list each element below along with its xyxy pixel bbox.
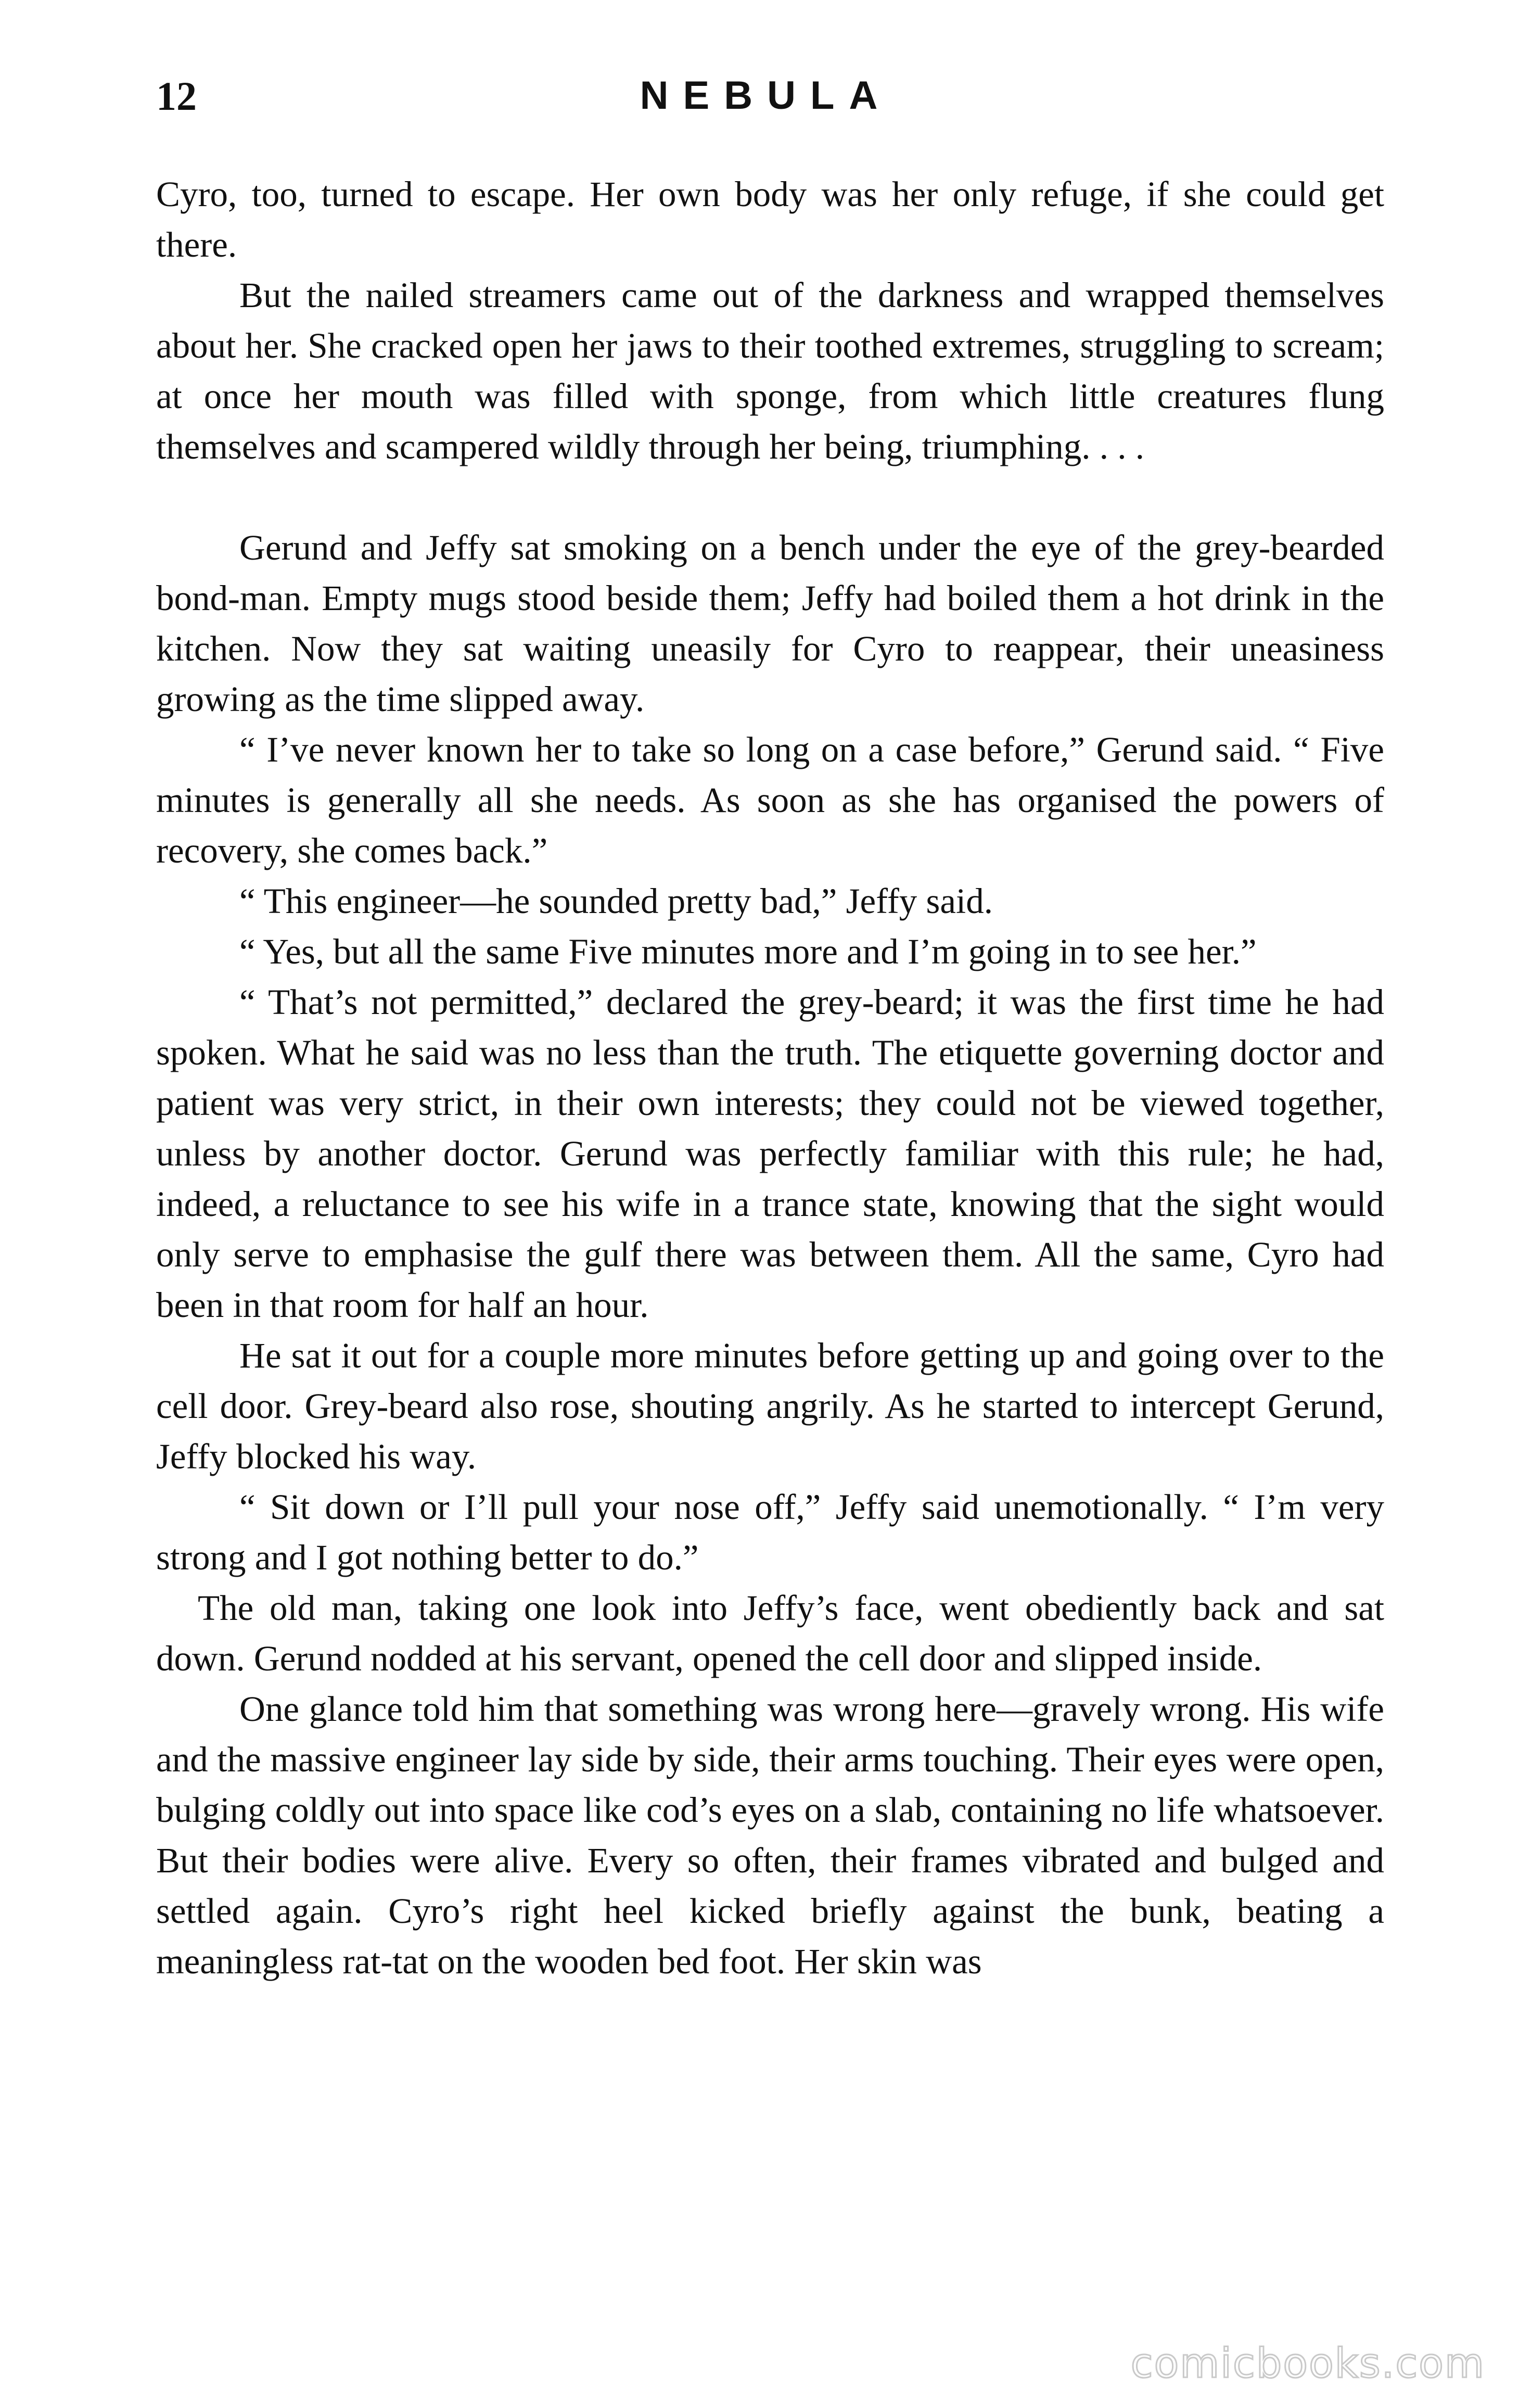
paragraph: He sat it out for a couple more minutes before getting up and going over to the cell door. Grey-beard also rose, shouting angrily. As he started to intercept Gerund, Jeffy blocked his way. — [156, 1336, 1384, 1476]
running-head: NEBULA — [640, 73, 892, 118]
paragraph: The old man, taking one look into Jeffy’s face, went obediently back and sat down. Gerund nodded at his servant, opened the cell door and slipped inside. — [156, 1588, 1384, 1678]
paragraph: “ Sit down or I’ll pull your nose off,” Jeffy said unemotionally. “ I’m very strong and I got nothing better to do.” — [156, 1487, 1384, 1577]
page-number: 12 — [156, 73, 197, 119]
paragraph: “ This engineer—he sounded pretty bad,” Jeffy said. — [239, 881, 993, 921]
paragraph: One glance told him that something was wrong here—gravely wrong. His wife and the massive engineer lay side by side, their arms touching. Their eyes were open, bulging coldly out into space like cod’s eyes on a slab, containing no life whatsoever. But their bodies were alive. Every so often, their frames vibrated and bulged and settled again. Cyro’s right heel kicked briefly against the bunk, beating a meaningless rat-tat on the wooden bed foot. Her skin was — [156, 1689, 1384, 1981]
paragraph: “ I’ve never known her to take so long on a case before,” Gerund said. “ Five minutes is generally all she needs. As soon as she has organised the powers of recovery, she comes back.” — [156, 730, 1384, 870]
watermark: comicbooks.com — [1130, 2340, 1485, 2387]
paragraph: Cyro, too, turned to escape. Her own body was her only refuge, if she could get there. — [156, 174, 1384, 264]
paragraph: “ That’s not permitted,” declared the grey-beard; it was the first time he had spoken. What he said was no less than the truth. The etiquette governing doctor and patient was very strict, in their own interests; they could not be viewed together, unless by another doctor. Gerund was perfectly familiar with this rule; he had, indeed, a reluctance to see his wife in a trance state, knowing that the sight would only serve to emphasise the gulf there was between them. All the same, Cyro had been in that room for half an hour. — [156, 982, 1384, 1325]
paragraph: But the nailed streamers came out of the darkness and wrapped themselves about her. She cracked open her jaws to their toothed extremes, struggling to scream; at once her mouth was filled with sponge, from which little creatures flung themselves and scampered wildly through her being, triumphing. . . . — [156, 275, 1384, 466]
body-text — [156, 169, 1384, 1987]
paragraph: Gerund and Jeffy sat smoking on a bench under the eye of the grey-bearded bond-man. Empty mugs stood beside them; Jeffy had boiled them a hot drink in the kitchen. Now they sat waiting uneasily for Cyro to reappear, their uneasiness growing as the time slipped away. — [156, 528, 1384, 719]
paragraph: “ Yes, but all the same Five minutes more and I’m going in to see her.” — [239, 932, 1257, 971]
